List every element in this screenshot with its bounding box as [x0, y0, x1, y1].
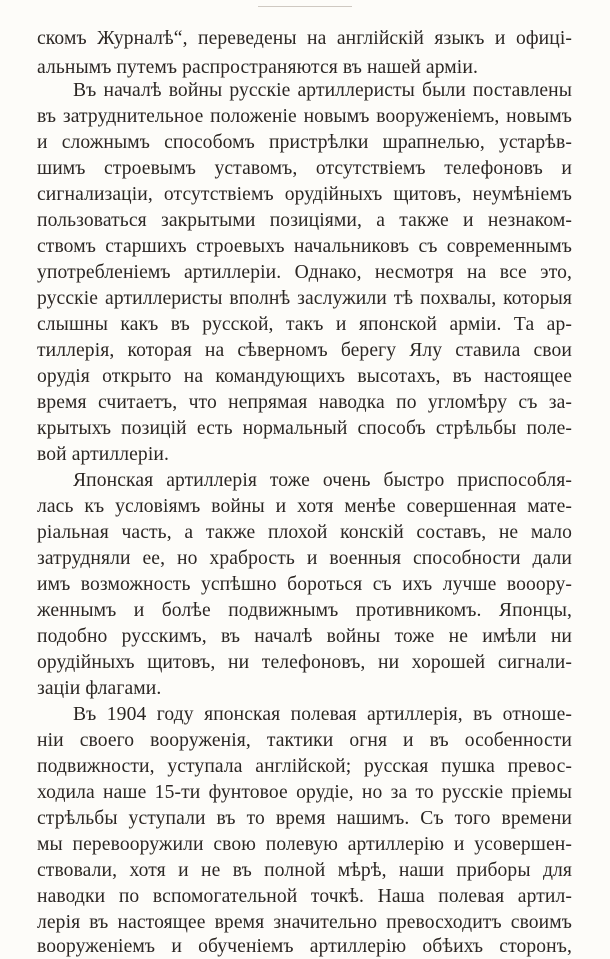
text-line: русскіе артиллеристы вполнѣ заслужили тѣ похвалы, которыя	[37, 288, 572, 309]
text-line: крытыхъ позицій есть нормальный способъ стрѣльбы поле-	[37, 418, 572, 439]
paragraph-start-line: Въ 1904 году японская полевая артиллерія, въ отноше-	[73, 704, 572, 725]
text-line: заціи флагами.	[37, 678, 162, 699]
text-line: скомъ Журналѣ“, переведены на англійскій языкъ и офиці-	[37, 28, 572, 49]
text-line: подобно русскимъ, въ началѣ войны тоже не имѣли ни	[37, 626, 572, 647]
text-line: вооруженіемъ и обученіемъ артиллерію обѣихъ сторонъ,	[37, 936, 572, 957]
text-line: ствовали, хотя и не въ полной мѣрѣ, наши приборы для	[37, 860, 572, 881]
text-line: слышны какъ въ русской, такъ и японской арміи. Та ар-	[37, 314, 572, 335]
text-line: ствомъ старшихъ строевыхъ начальниковъ съ современнымъ	[37, 236, 572, 257]
text-line: вой артиллеріи.	[37, 444, 169, 465]
text-line: сигнализаціи, отсутствіемъ орудійныхъ щитовъ, неумѣніемъ	[37, 184, 572, 205]
text-line: женнымъ и болѣе подвижнымъ противникомъ. Японцы,	[37, 600, 572, 621]
text-line: лерія въ настоящее время значительно превосходитъ своимъ	[37, 912, 572, 933]
text-line: время считаетъ, что непрямая наводка по угломѣру съ за-	[37, 392, 572, 413]
header-rule	[258, 6, 352, 7]
text-line: пользоваться закрытыми позиціями, а также и незнаком-	[37, 210, 572, 231]
text-line: употребленіемъ артиллеріи. Однако, несмотря на все это,	[37, 262, 572, 283]
text-line: имъ возможность успѣшно бороться съ ихъ лучше вооору-	[37, 574, 572, 595]
text-line: ходила наше 15-ти фунтовое орудіе, но за то русскіе пріемы	[37, 782, 572, 803]
text-line: орудійныхъ щитовъ, ни телефоновъ, ни хорошей сигнали-	[37, 652, 572, 673]
text-line: тиллерія, которая на сѣверномъ берегу Ялу ставила свои	[37, 340, 572, 361]
text-line: шимъ строевымъ уставомъ, отсутствіемъ телефоновъ и	[37, 158, 572, 179]
text-line: ніи своего вооруженія, тактики огня и въ особенности	[37, 730, 572, 751]
paragraph-start-line: Японская артиллерія тоже очень быстро приспособля-	[73, 470, 572, 491]
text-line: ріальная часть, а также плохой конскій составъ, не мало	[37, 522, 572, 543]
text-line: подвижности, уступала англійской; русская пушка превос-	[37, 756, 572, 777]
text-line: въ затруднительное положеніе новымъ вооруженіемъ, новымъ	[37, 106, 572, 127]
text-line: лась къ условіямъ войны и хотя менѣе совершенная мате-	[37, 496, 572, 517]
text-line: и сложнымъ способомъ пристрѣлки шрапнелью, устарѣв-	[37, 132, 572, 153]
text-line: орудія открыто на командующихъ высотахъ, въ настоящее	[37, 366, 572, 387]
text-line: затрудняли ее, но храбрость и военныя способности дали	[37, 548, 572, 569]
text-line: наводки по вспомогательной точкѣ. Наша полевая артил-	[37, 886, 572, 907]
text-line: альнымъ путемъ распространяются въ нашей арміи.	[37, 57, 478, 78]
paragraph-start-line: Въ началѣ войны русскіе артиллеристы были поставлены	[73, 80, 572, 101]
text-line: мы перевооружили свою полевую артиллерію и усовершен-	[37, 834, 572, 855]
text-line: стрѣльбы уступали въ то время нашимъ. Съ того времени	[37, 808, 572, 829]
